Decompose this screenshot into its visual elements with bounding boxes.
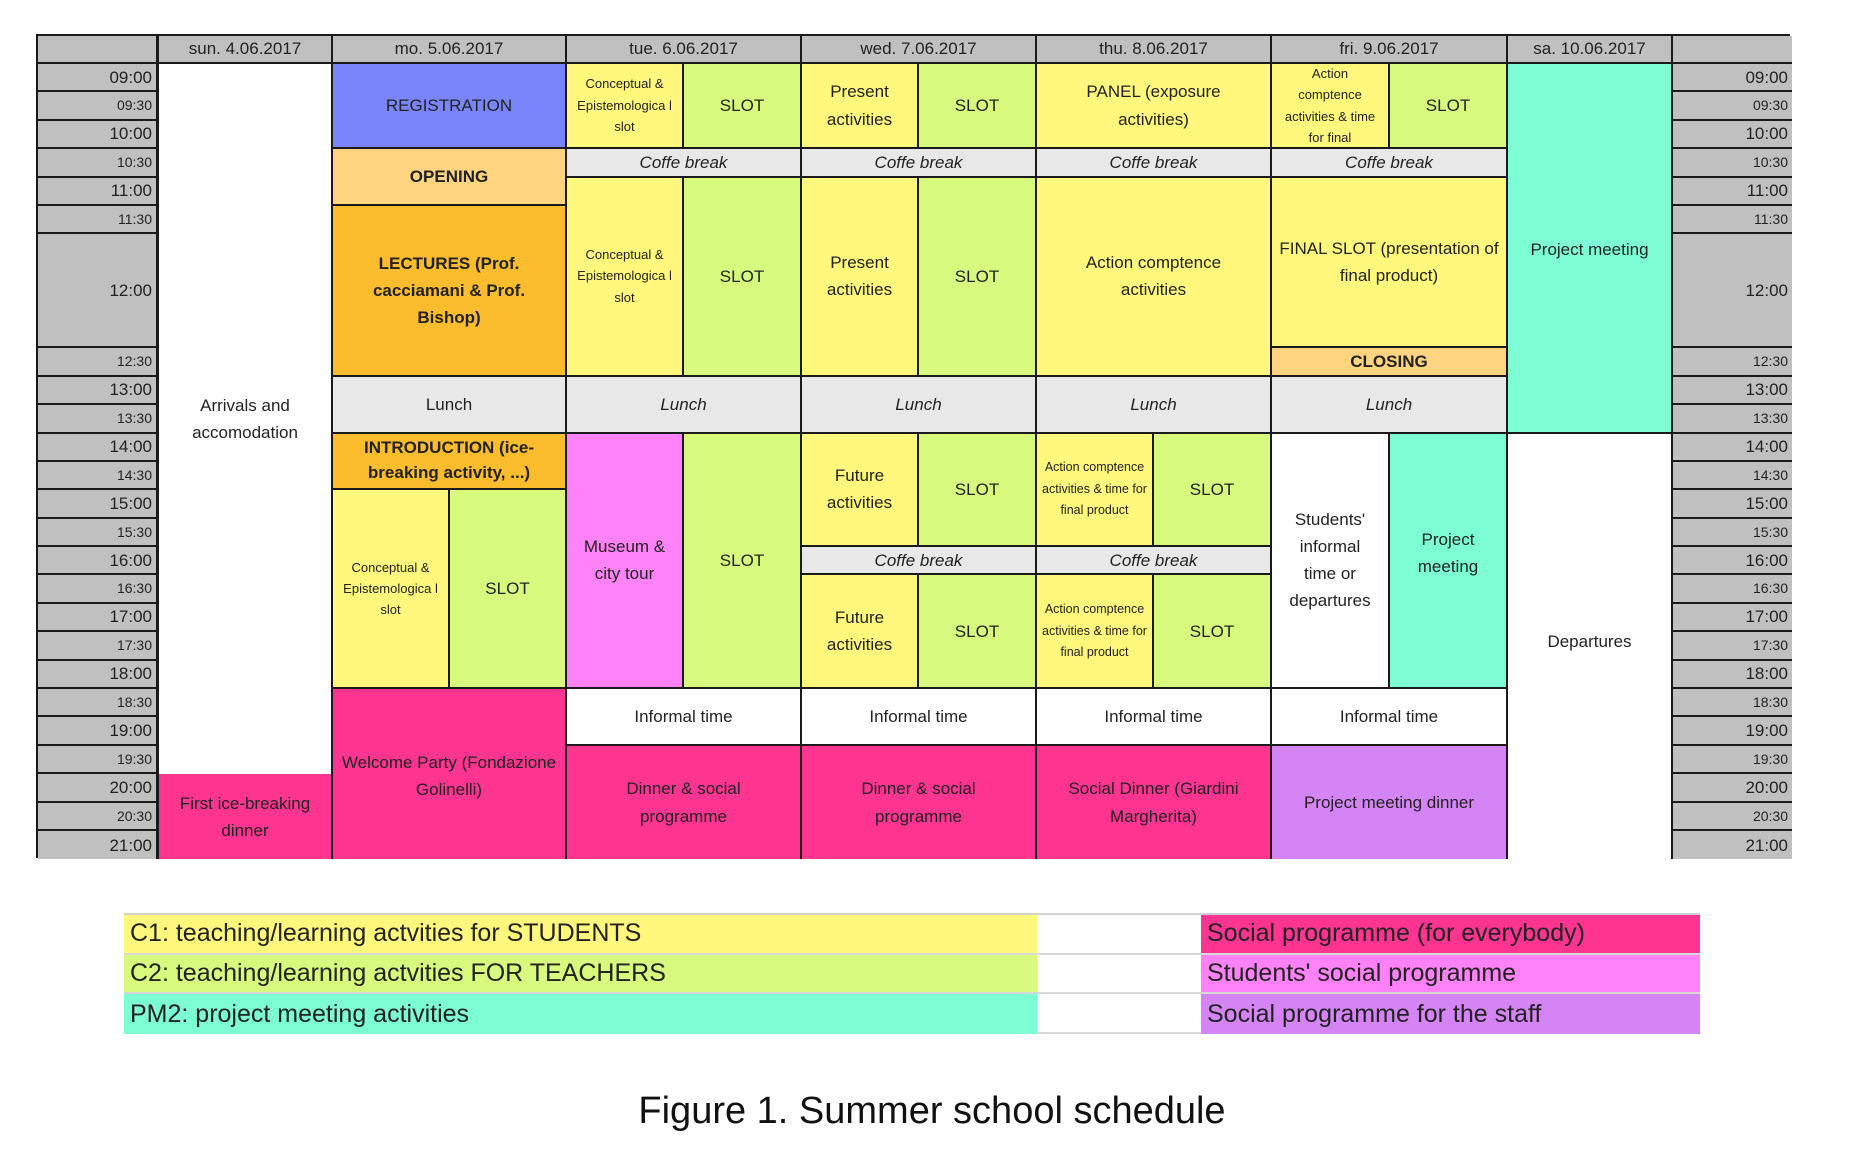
event-informal-time: Informal time — [1272, 689, 1508, 746]
day-header-mon: mo. 5.06.2017 — [333, 36, 567, 64]
event-slot: SLOT — [919, 434, 1037, 548]
legend-item-social: Social programme (for everybody) — [1201, 915, 1700, 955]
day-header-sat: sa. 10.06.2017 — [1508, 36, 1673, 64]
legend-spacer — [1037, 955, 1201, 995]
event-informal-time: Informal time — [567, 689, 802, 746]
event-introduction: INTRODUCTION (ice-breaking activity, ...) — [333, 434, 567, 491]
time-label: 16:00 — [1673, 547, 1792, 575]
time-label: 12:30 — [1673, 348, 1792, 376]
event-slot: SLOT — [919, 575, 1037, 689]
time-label: 14:00 — [38, 434, 159, 462]
time-label: 21:00 — [38, 831, 159, 859]
event-project-meeting: Project meeting — [1390, 434, 1508, 690]
event-action-competence: Action comptence activities — [1037, 178, 1272, 377]
event-dinner-social: Dinner & social programme — [567, 746, 802, 860]
event-students-informal: Students' informal time or departures — [1272, 434, 1390, 690]
time-label: 11:30 — [38, 206, 159, 234]
day-header-fri: fri. 9.06.2017 — [1272, 36, 1508, 64]
event-arrivals: Arrivals and accomodation — [159, 64, 333, 774]
event-lunch: Lunch — [802, 377, 1037, 434]
time-label: 12:00 — [1673, 234, 1792, 348]
time-label: 15:00 — [38, 490, 159, 518]
time-label: 11:00 — [1673, 178, 1792, 206]
time-label: 17:00 — [1673, 604, 1792, 632]
time-label: 21:00 — [1673, 831, 1792, 859]
event-slot: SLOT — [919, 64, 1037, 149]
event-welcome-party: Welcome Party (Fondazione Golinelli) — [333, 689, 567, 859]
time-label: 18:30 — [38, 689, 159, 717]
day-header-thu: thu. 8.06.2017 — [1037, 36, 1272, 64]
event-conceptual-slot: Conceptual & Epistemologica l slot — [567, 64, 684, 149]
event-social-dinner: Social Dinner (Giardini Margherita) — [1037, 746, 1272, 860]
legend-item-c1: C1: teaching/learning actvities for STUDENTS — [124, 915, 1037, 955]
event-coffee-break: Coffe break — [802, 547, 1037, 575]
time-label: 15:00 — [1673, 490, 1792, 518]
day-header-sun: sun. 4.06.2017 — [159, 36, 333, 64]
event-lunch: Lunch — [567, 377, 802, 434]
time-label: 17:30 — [38, 632, 159, 660]
time-label: 09:00 — [38, 64, 159, 92]
event-panel: PANEL (exposure activities) — [1037, 64, 1272, 149]
time-label: 13:30 — [1673, 405, 1792, 433]
time-label: 16:00 — [38, 547, 159, 575]
event-slot: SLOT — [684, 434, 802, 690]
time-label: 14:30 — [1673, 462, 1792, 490]
event-informal-time: Informal time — [1037, 689, 1272, 746]
time-label: 20:00 — [38, 774, 159, 802]
event-action-competence-final: Action comptence activities & time for final product — [1037, 434, 1154, 548]
event-lunch: Lunch — [1037, 377, 1272, 434]
time-label: 12:30 — [38, 348, 159, 376]
time-label: 14:30 — [38, 462, 159, 490]
time-label: 17:30 — [1673, 632, 1792, 660]
time-label: 18:30 — [1673, 689, 1792, 717]
event-closing: CLOSING — [1272, 348, 1508, 376]
event-dinner-social: Dinner & social programme — [802, 746, 1037, 860]
event-slot: SLOT — [450, 490, 567, 689]
time-label: 18:00 — [1673, 661, 1792, 689]
legend-spacer — [1037, 915, 1201, 955]
header-corner-left — [38, 36, 159, 64]
event-slot: SLOT — [1154, 575, 1272, 689]
event-slot: SLOT — [1390, 64, 1508, 149]
event-conceptual-slot: Conceptual & Epistemologica l slot — [333, 490, 450, 689]
event-coffee-break: Coffe break — [802, 149, 1037, 177]
event-lunch: Lunch — [333, 377, 567, 434]
time-label: 20:30 — [38, 803, 159, 831]
event-slot: SLOT — [919, 178, 1037, 377]
event-slot: SLOT — [1154, 434, 1272, 548]
time-label: 13:30 — [38, 405, 159, 433]
time-label: 20:30 — [1673, 803, 1792, 831]
event-present-activities: Present activities — [802, 178, 919, 377]
time-label: 12:00 — [38, 234, 159, 348]
event-future-activities: Future activities — [802, 575, 919, 689]
event-coffee-break: Coffe break — [1037, 149, 1272, 177]
time-label: 09:30 — [1673, 92, 1792, 120]
event-lunch: Lunch — [1272, 377, 1508, 434]
event-coffee-break: Coffe break — [1037, 547, 1272, 575]
event-first-dinner: First ice-breaking dinner — [159, 774, 333, 859]
time-label: 20:00 — [1673, 774, 1792, 802]
time-label: 15:30 — [1673, 519, 1792, 547]
time-label: 18:00 — [38, 661, 159, 689]
time-label: 10:30 — [1673, 149, 1792, 177]
event-coffee-break: Coffe break — [1272, 149, 1508, 177]
time-label: 10:30 — [38, 149, 159, 177]
time-label: 11:30 — [1673, 206, 1792, 234]
legend-item-staff-social: Social programme for the staff — [1201, 994, 1700, 1034]
event-lectures: LECTURES (Prof. cacciamani & Prof. Bishop) — [333, 206, 567, 377]
event-project-meeting: Project meeting — [1508, 64, 1673, 434]
event-informal-time: Informal time — [802, 689, 1037, 746]
day-header-tue: tue. 6.06.2017 — [567, 36, 802, 64]
time-label: 09:30 — [38, 92, 159, 120]
time-label: 16:30 — [1673, 575, 1792, 603]
event-project-meeting-dinner: Project meeting dinner — [1272, 746, 1508, 860]
event-opening: OPENING — [333, 149, 567, 206]
event-coffee-break: Coffe break — [567, 149, 802, 177]
event-slot: SLOT — [684, 178, 802, 377]
time-label: 13:00 — [1673, 377, 1792, 405]
event-present-activities: Present activities — [802, 64, 919, 149]
schedule-table — [36, 34, 1790, 858]
time-label: 10:00 — [1673, 121, 1792, 149]
time-label: 17:00 — [38, 604, 159, 632]
legend-item-students-social: Students' social programme — [1201, 955, 1700, 995]
time-label: 15:30 — [38, 519, 159, 547]
time-label: 11:00 — [38, 178, 159, 206]
event-departures: Departures — [1508, 434, 1673, 860]
legend-item-c2: C2: teaching/learning actvities FOR TEACHERS — [124, 955, 1037, 995]
event-conceptual-slot: Conceptual & Epistemologica l slot — [567, 178, 684, 377]
header-corner-right — [1673, 36, 1792, 64]
event-museum-tour: Museum & city tour — [567, 434, 684, 690]
time-label: 16:30 — [38, 575, 159, 603]
time-label: 13:00 — [38, 377, 159, 405]
event-future-activities: Future activities — [802, 434, 919, 548]
time-label: 19:30 — [38, 746, 159, 774]
day-header-wed: wed. 7.06.2017 — [802, 36, 1037, 64]
event-action-competence-final: Action comptence activities & time for final product — [1037, 575, 1154, 689]
time-label: 10:00 — [38, 121, 159, 149]
time-label: 14:00 — [1673, 434, 1792, 462]
event-action-competence-final: Action comptence activities & time for final — [1272, 64, 1390, 149]
event-registration: REGISTRATION — [333, 64, 567, 149]
event-final-slot: FINAL SLOT (presentation of final product) — [1272, 178, 1508, 349]
time-label: 19:30 — [1673, 746, 1792, 774]
legend — [124, 913, 1700, 1034]
time-label: 19:00 — [1673, 717, 1792, 745]
event-slot: SLOT — [684, 64, 802, 149]
legend-item-pm2: PM2: project meeting activities — [124, 994, 1037, 1034]
figure-caption: Figure 1. Summer school schedule — [638, 1090, 1226, 1132]
legend-spacer — [1037, 994, 1201, 1034]
time-label: 09:00 — [1673, 64, 1792, 92]
time-label: 19:00 — [38, 717, 159, 745]
